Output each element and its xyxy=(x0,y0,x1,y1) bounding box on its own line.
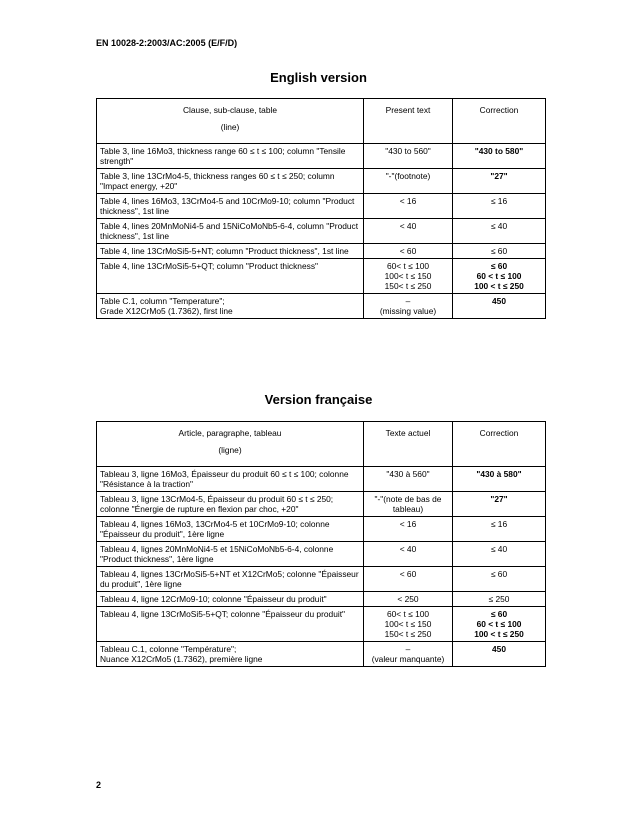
clause-cell: Tableau 4, lignes 13CrMoSi5-5+NT et X12CrMo5; colonne "Épaisseur du produit", 1ère ligne xyxy=(97,567,364,592)
correction-cell: ≤ 40 xyxy=(453,219,546,244)
table-row xyxy=(97,169,546,194)
table-row xyxy=(97,542,546,567)
clause-cell: Tableau 4, ligne 13CrMoSi5-5+QT; colonne "Épaisseur du produit" xyxy=(97,607,364,642)
column-header-present-text: Texte actuel xyxy=(364,422,453,467)
correction-cell: ≤ 40 xyxy=(453,542,546,567)
french-version-title: Version française xyxy=(264,392,373,407)
table-header-row xyxy=(97,99,546,144)
clause-cell: Tableau 3, ligne 13CrMo4-5, Épaisseur du produit 60 ≤ t ≤ 250; colonne "Énergie de rupture en flexion par choc, +20" xyxy=(97,492,364,517)
present-text-cell: < 40 xyxy=(364,219,453,244)
document-header: EN 10028-2:2003/AC:2005 (E/F/D) xyxy=(96,38,238,48)
correction-cell: 450 xyxy=(453,294,546,319)
present-text-cell: < 40 xyxy=(364,542,453,567)
correction-cell: "27" xyxy=(453,169,546,194)
present-text-cell: "430 to 560" xyxy=(364,144,453,169)
present-text-cell: < 16 xyxy=(364,517,453,542)
table-row xyxy=(97,592,546,607)
page-number: 2 xyxy=(96,780,102,790)
correction-cell: ≤ 16 xyxy=(453,194,546,219)
correction-cell: "430 to 580" xyxy=(453,144,546,169)
present-text-cell: < 16 xyxy=(364,194,453,219)
present-text-cell: < 60 xyxy=(364,567,453,592)
table-row xyxy=(97,467,546,492)
clause-cell: Tableau 3, ligne 16Mo3, Épaisseur du produit 60 ≤ t ≤ 100; colonne "Résistance à la traction" xyxy=(97,467,364,492)
present-text-cell: "-"(footnote) xyxy=(364,169,453,194)
correction-cell: ≤ 250 xyxy=(453,592,546,607)
clause-cell: Table C.1, column "Temperature"; Grade X12CrMo5 (1.7362), first line xyxy=(97,294,364,319)
correction-cell: "430 à 580" xyxy=(453,467,546,492)
table-row xyxy=(97,642,546,667)
french-corrections-table xyxy=(96,421,546,667)
table-row xyxy=(97,259,546,294)
column-header-correction: Correction xyxy=(453,99,546,144)
table-row xyxy=(97,194,546,219)
table-row xyxy=(97,144,546,169)
correction-cell: ≤ 16 xyxy=(453,517,546,542)
present-text-cell: – (valeur manquante) xyxy=(364,642,453,667)
table-header-row xyxy=(97,422,546,467)
column-header-clause: Article, paragraphe, tableau (ligne) xyxy=(97,422,364,467)
english-corrections-table xyxy=(96,98,546,319)
clause-cell: Table 4, line 13CrMoSi5-5+NT; column "Product thickness", 1st line xyxy=(97,244,364,259)
table-row xyxy=(97,607,546,642)
correction-cell: ≤ 60 60 < t ≤ 100 100 < t ≤ 250 xyxy=(453,607,546,642)
correction-cell: "27" xyxy=(453,492,546,517)
column-header-clause: Clause, sub-clause, table (line) xyxy=(97,99,364,144)
correction-cell: ≤ 60 60 < t ≤ 100 100 < t ≤ 250 xyxy=(453,259,546,294)
present-text-cell: – (missing value) xyxy=(364,294,453,319)
clause-cell: Tableau 4, lignes 20MnMoNi4-5 et 15NiCoMoNb5-6-4, colonne "Product thickness", 1ère ligne xyxy=(97,542,364,567)
present-text-cell: "-"(note de bas de tableau) xyxy=(364,492,453,517)
clause-cell: Table 4, line 13CrMoSi5-5+QT; column "Product thickness" xyxy=(97,259,364,294)
table-row xyxy=(97,294,546,319)
table-row xyxy=(97,517,546,542)
column-header-correction: Correction xyxy=(453,422,546,467)
correction-cell: 450 xyxy=(453,642,546,667)
table-row xyxy=(97,244,546,259)
clause-cell: Table 3, line 16Mo3, thickness range 60 ≤ t ≤ 100; column "Tensile strength" xyxy=(97,144,364,169)
table-row xyxy=(97,567,546,592)
present-text-cell: < 60 xyxy=(364,244,453,259)
table-row xyxy=(97,492,546,517)
clause-cell: Table 4, lines 20MnMoNi4-5 and 15NiCoMoNb5-6-4, column "Product thickness", 1st line xyxy=(97,219,364,244)
correction-cell: ≤ 60 xyxy=(453,244,546,259)
present-text-cell: 60< t ≤ 100 100< t ≤ 150 150< t ≤ 250 xyxy=(364,259,453,294)
present-text-cell: 60< t ≤ 100 100< t ≤ 150 150< t ≤ 250 xyxy=(364,607,453,642)
column-header-present-text: Present text xyxy=(364,99,453,144)
correction-cell: ≤ 60 xyxy=(453,567,546,592)
clause-cell: Tableau C.1, colonne "Température"; Nuance X12CrMo5 (1.7362), première ligne xyxy=(97,642,364,667)
english-version-title: English version xyxy=(270,70,367,85)
present-text-cell: "430 à 560" xyxy=(364,467,453,492)
clause-cell: Tableau 4, lignes 16Mo3, 13CrMo4-5 et 10CrMo9-10; colonne "Épaisseur du produit", 1ère ligne xyxy=(97,517,364,542)
clause-cell: Table 3, line 13CrMo4-5, thickness ranges 60 ≤ t ≤ 250; column "Impact energy, +20" xyxy=(97,169,364,194)
clause-cell: Tableau 4, ligne 12CrMo9-10; colonne "Épaisseur du produit" xyxy=(97,592,364,607)
table-row xyxy=(97,219,546,244)
clause-cell: Table 4, lines 16Mo3, 13CrMo4-5 and 10CrMo9-10; column "Product thickness", 1st line xyxy=(97,194,364,219)
present-text-cell: < 250 xyxy=(364,592,453,607)
